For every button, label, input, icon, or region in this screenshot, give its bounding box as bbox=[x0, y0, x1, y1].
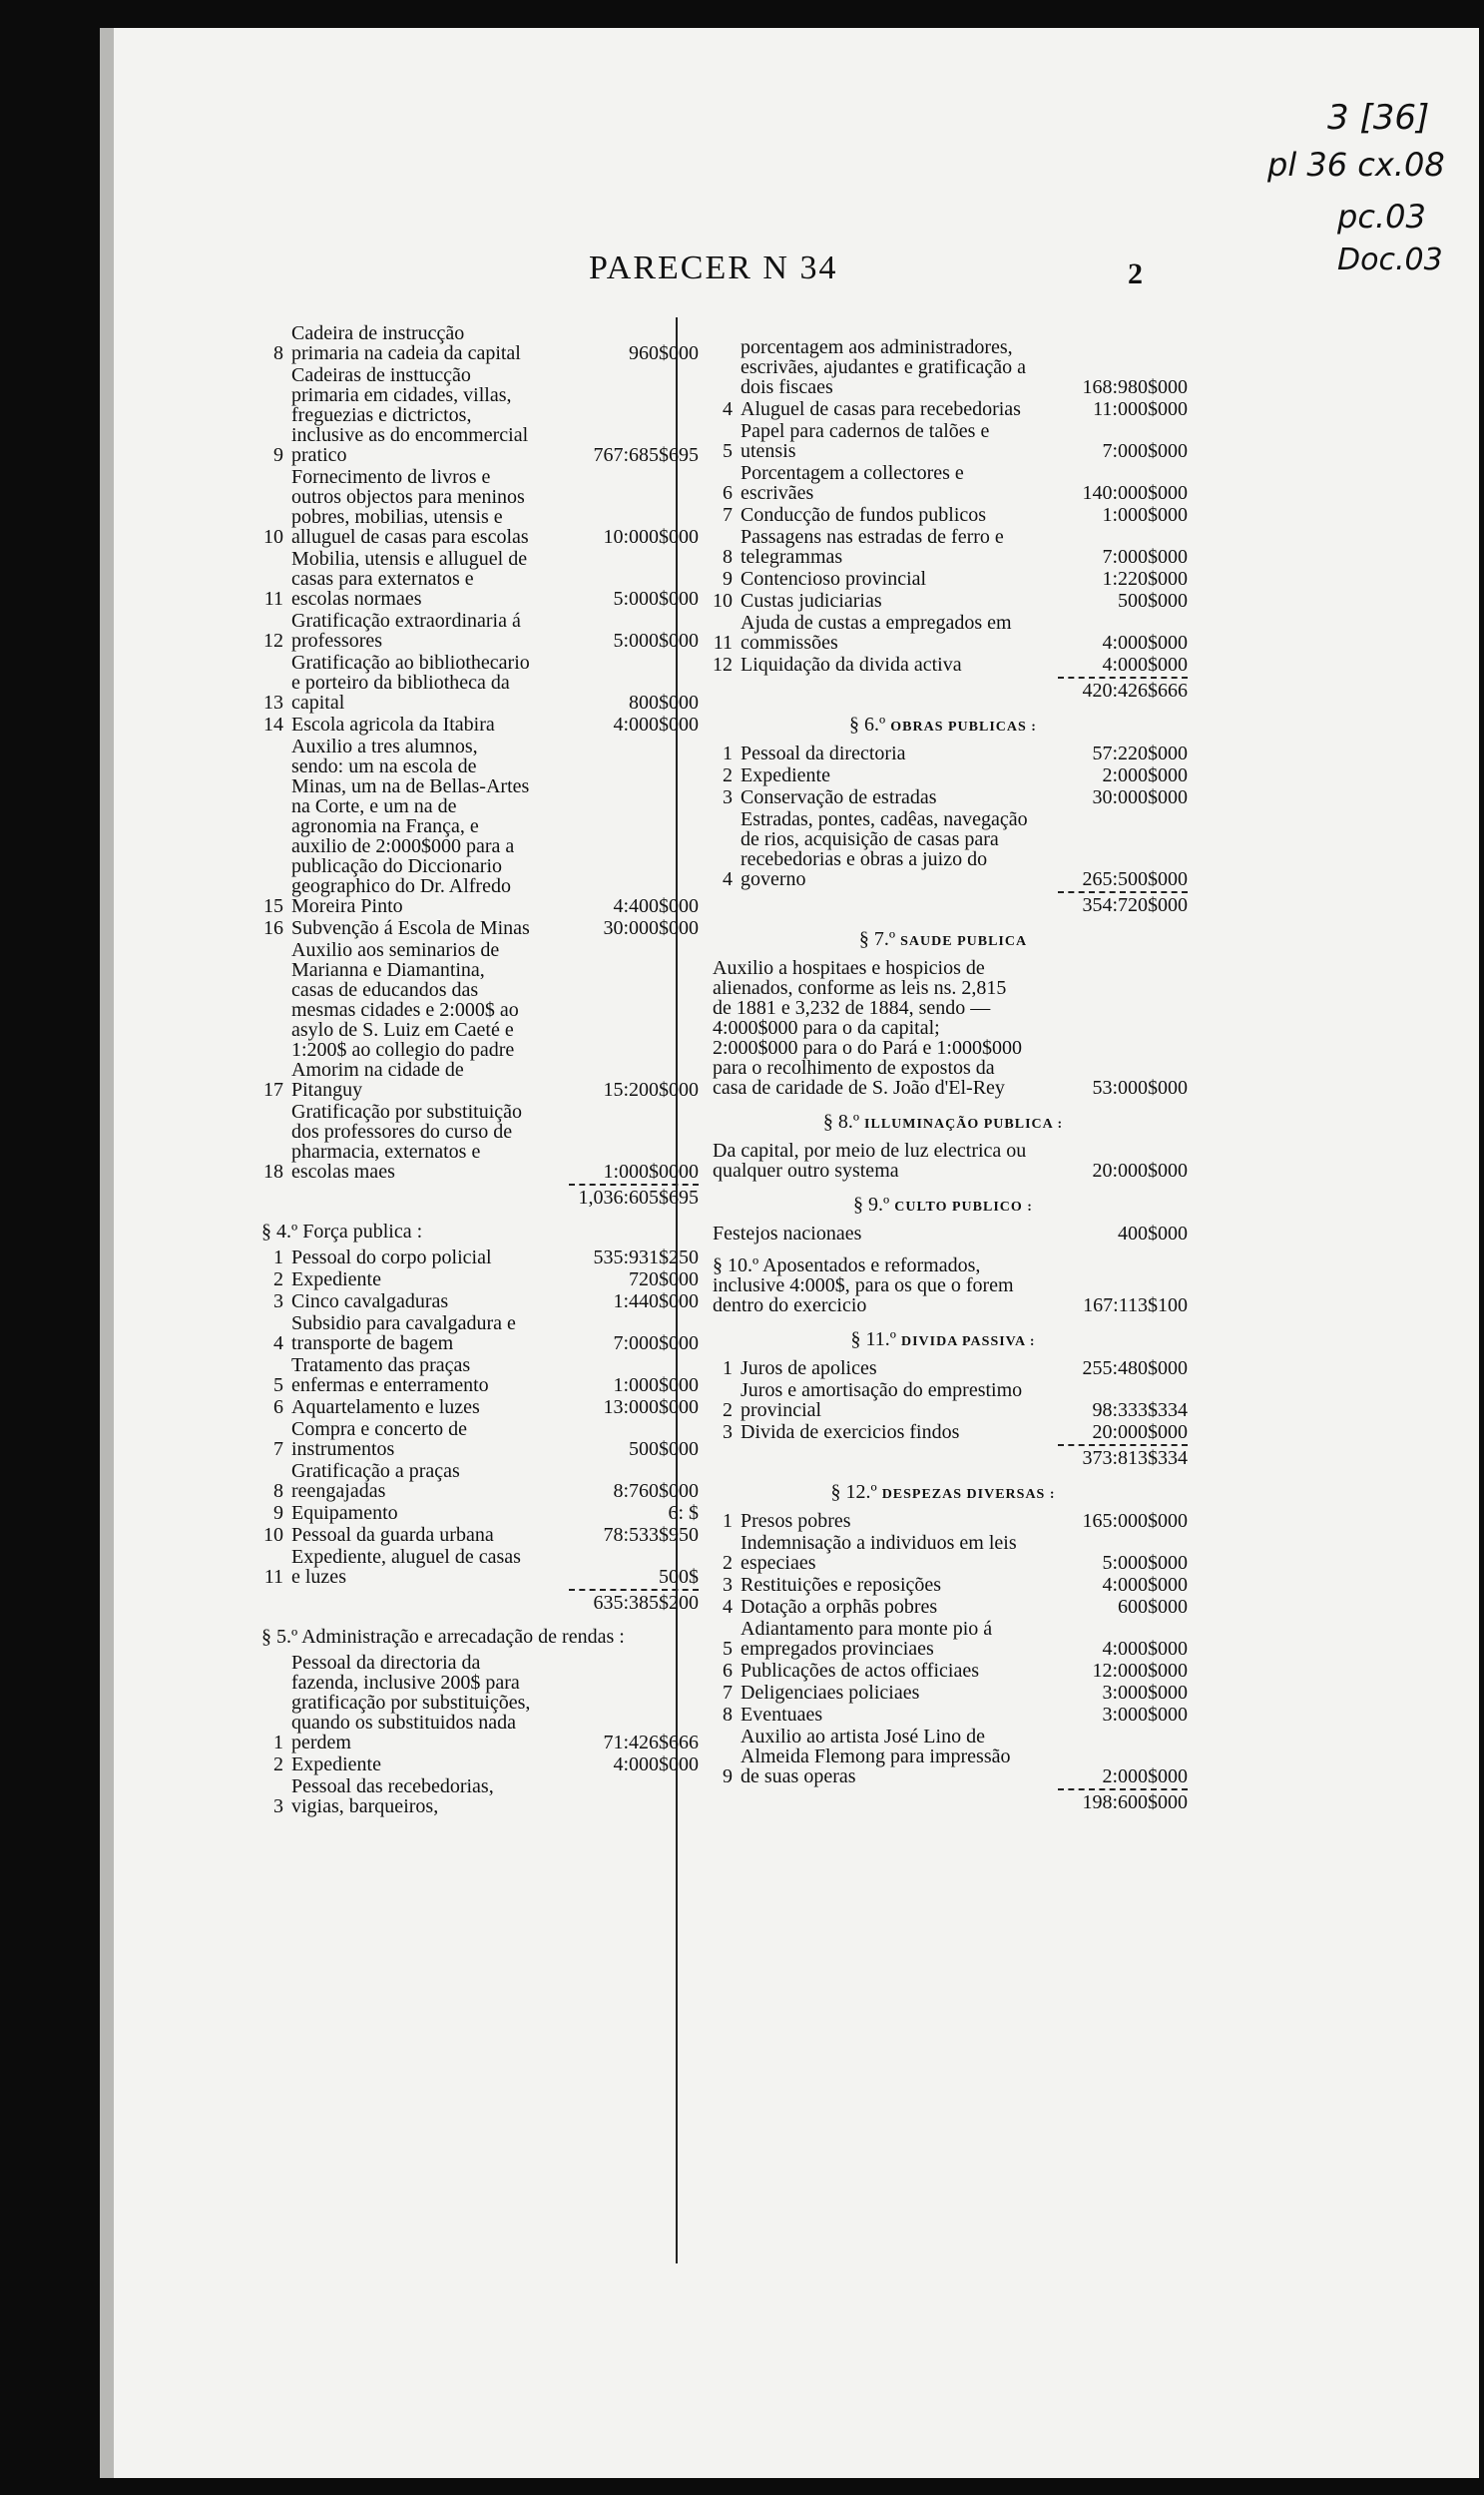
item-value: 3:000$000 bbox=[1102, 1704, 1188, 1726]
item-number: 2 bbox=[723, 764, 733, 786]
list-item bbox=[699, 1597, 1188, 1617]
list-item bbox=[699, 505, 1188, 525]
item-text: porcentagem aos administradores, escrivães, ajudantes e gratificação a dois fiscaes bbox=[741, 336, 1026, 398]
list-item bbox=[699, 1619, 1188, 1659]
list-item bbox=[249, 1754, 699, 1774]
section-12-total: 198:600$000 bbox=[699, 1788, 1188, 1812]
list-item bbox=[699, 1727, 1188, 1786]
item-text: Publicações de actos officiaes bbox=[741, 1660, 979, 1682]
handwritten-note-3: pc.03 bbox=[1337, 198, 1426, 236]
item-value: 20:000$000 bbox=[1092, 1421, 1188, 1443]
list-item bbox=[249, 611, 699, 651]
item-value: 255:480$000 bbox=[1082, 1357, 1188, 1379]
item-value: 4:400$000 bbox=[613, 895, 699, 917]
item-value: 265:500$000 bbox=[1082, 868, 1188, 890]
item-number: 11 bbox=[713, 632, 733, 654]
item-number: 2 bbox=[723, 1399, 733, 1421]
item-number: 4 bbox=[273, 1332, 283, 1354]
item-value: 4:000$000 bbox=[613, 1753, 699, 1775]
item-value: 500$ bbox=[659, 1566, 699, 1588]
list-item bbox=[249, 1653, 699, 1752]
item-number: 6 bbox=[273, 1396, 283, 1418]
list-item bbox=[699, 1358, 1188, 1378]
left-total-1: 1,036:605$695 bbox=[249, 1184, 699, 1208]
item-text: Gratificação por substituição dos professores do curso de pharmacia, externatos e escolas maes bbox=[291, 1101, 523, 1183]
item-text: Juros de apolices bbox=[741, 1357, 877, 1379]
item-number: 1 bbox=[723, 1510, 733, 1532]
item-value: 4:000$000 bbox=[1102, 1574, 1188, 1596]
item-number: 4 bbox=[723, 868, 733, 890]
item-text: Conservação de estradas bbox=[741, 786, 937, 808]
item-value: 1:000$0000 bbox=[603, 1161, 699, 1183]
item-number: 7 bbox=[723, 1682, 733, 1704]
section-4-list bbox=[249, 1248, 699, 1587]
item-value: 4:000$000 bbox=[1102, 1638, 1188, 1660]
item-value: 12:000$000 bbox=[1092, 1660, 1188, 1682]
list-item bbox=[249, 918, 699, 938]
item-text: Aluguel de casas para recebedorias bbox=[741, 398, 1021, 420]
list-item bbox=[699, 1533, 1188, 1573]
item-value: 167:113$100 bbox=[1083, 1294, 1188, 1316]
item-text: Equipamento bbox=[291, 1502, 398, 1524]
item-value: 2:000$000 bbox=[1102, 764, 1188, 786]
item-text: Mobilia, utensis e alluguel de casas para externatos e escolas normaes bbox=[291, 548, 528, 610]
item-value: 30:000$000 bbox=[1092, 786, 1188, 808]
item-text: Pessoal do corpo policial bbox=[291, 1247, 492, 1268]
list-item bbox=[699, 958, 1188, 1098]
item-value: 535:931$250 bbox=[593, 1247, 699, 1268]
list-item bbox=[249, 653, 699, 713]
handwritten-note-4: Doc.03 bbox=[1337, 243, 1443, 277]
item-number: 10 bbox=[263, 1524, 283, 1546]
list-item bbox=[249, 940, 699, 1100]
item-value: 20:000$000 bbox=[1092, 1160, 1188, 1182]
item-text: Gratificação a praças reengajadas bbox=[291, 1460, 460, 1502]
section-4-total: 635:385$200 bbox=[249, 1589, 699, 1613]
item-text: Presos pobres bbox=[741, 1510, 851, 1532]
item-number: 7 bbox=[723, 504, 733, 526]
list-item bbox=[249, 1269, 699, 1289]
list-item bbox=[699, 655, 1188, 675]
item-text: Pessoal da directoria da fazenda, inclusive 200$ para gratificação por substituições, quando os substituidos nada perdem bbox=[291, 1652, 531, 1753]
item-text: Tratamento das praças enfermas e enterramento bbox=[291, 1354, 489, 1396]
item-value: 600$000 bbox=[1118, 1596, 1188, 1618]
list-item bbox=[699, 337, 1188, 397]
item-number: 8 bbox=[273, 1480, 283, 1502]
list-item bbox=[699, 527, 1188, 567]
item-text: Liquidação da divida activa bbox=[741, 654, 962, 676]
list-item bbox=[699, 569, 1188, 589]
list-item bbox=[699, 787, 1188, 807]
list-item bbox=[699, 613, 1188, 653]
item-text: Eventuaes bbox=[741, 1704, 823, 1726]
item-text: Pessoal das recebedorias, vigias, barqueiros, bbox=[291, 1775, 494, 1817]
left-column bbox=[249, 323, 699, 1818]
section-5-title: § 5.º Administração e arrecadação de rendas : bbox=[261, 1626, 625, 1648]
item-number: 17 bbox=[263, 1079, 283, 1101]
item-value: 1:000$000 bbox=[1102, 504, 1188, 526]
item-value: 5:000$000 bbox=[613, 588, 699, 610]
section-5-total: 420:426$666 bbox=[699, 677, 1188, 701]
item-text: Gratificação extraordinaria á professores bbox=[291, 610, 521, 652]
item-value: 78:533$950 bbox=[603, 1524, 699, 1546]
item-number: 12 bbox=[713, 654, 733, 676]
item-text: Indemnisação a individuos em leis especiaes bbox=[741, 1532, 1017, 1574]
document-page bbox=[100, 28, 1479, 2478]
item-number: 8 bbox=[723, 546, 733, 568]
item-text: Deligenciaes policiaes bbox=[741, 1682, 920, 1704]
item-text: Aquartelamento e luzes bbox=[291, 1396, 480, 1418]
section-6-list bbox=[699, 744, 1188, 889]
item-number: 14 bbox=[263, 714, 283, 736]
item-text: Escola agricola da Itabira bbox=[291, 714, 495, 736]
list-item bbox=[249, 1102, 699, 1182]
section-5-continued-list bbox=[699, 399, 1188, 675]
section-11-list bbox=[699, 1358, 1188, 1442]
item-value: 1:000$000 bbox=[613, 1374, 699, 1396]
item-value: 720$000 bbox=[629, 1268, 699, 1290]
item-value: 30:000$000 bbox=[603, 917, 699, 939]
item-number: 16 bbox=[263, 917, 283, 939]
item-number: 1 bbox=[273, 1732, 283, 1753]
page-number: 2 bbox=[1128, 257, 1143, 290]
item-number: 6 bbox=[723, 1660, 733, 1682]
item-value: 11:000$000 bbox=[1093, 398, 1188, 420]
item-number: 6 bbox=[723, 482, 733, 504]
item-value: 4:000$000 bbox=[1102, 632, 1188, 654]
list-item bbox=[699, 421, 1188, 461]
item-text: Porcentagem a collectores e escrivães bbox=[741, 462, 964, 504]
item-text: Festejos nacionaes bbox=[713, 1223, 862, 1245]
item-value: 500$000 bbox=[1118, 590, 1188, 612]
item-text: Subvenção á Escola de Minas bbox=[291, 917, 530, 939]
item-text: Compra e concerto de instrumentos bbox=[291, 1418, 468, 1460]
section-11-total: 373:813$334 bbox=[699, 1444, 1188, 1468]
list-item bbox=[249, 737, 699, 916]
item-text: Da capital, por meio de luz electrica ou qualquer outro systema bbox=[713, 1140, 1027, 1182]
item-number: 3 bbox=[723, 1421, 733, 1443]
section-10 bbox=[699, 1255, 1188, 1315]
handwritten-note-2: pl 36 cx.08 bbox=[1267, 146, 1445, 184]
item-number: 3 bbox=[273, 1290, 283, 1312]
item-text: Expediente bbox=[291, 1268, 381, 1290]
list-item bbox=[249, 1525, 699, 1545]
list-item bbox=[699, 765, 1188, 785]
list-item bbox=[249, 1355, 699, 1395]
item-number: 11 bbox=[263, 588, 283, 610]
list-item bbox=[249, 549, 699, 609]
item-number: 9 bbox=[273, 444, 283, 466]
item-value: 13:000$000 bbox=[603, 1396, 699, 1418]
item-value: 5:000$000 bbox=[613, 630, 699, 652]
item-number: 9 bbox=[723, 568, 733, 590]
list-item bbox=[249, 467, 699, 547]
item-value: 6: $ bbox=[668, 1502, 699, 1524]
list-item bbox=[699, 1683, 1188, 1703]
item-text: Restituições e reposições bbox=[741, 1574, 942, 1596]
item-value: 5:000$000 bbox=[1102, 1552, 1188, 1574]
item-text: Auxilio ao artista José Lino de Almeida Flemong para impressão de suas operas bbox=[741, 1726, 1011, 1787]
item-number: 10 bbox=[713, 590, 733, 612]
item-text: Cadeira de instrucção primaria na cadeia da capital bbox=[291, 322, 521, 364]
list-item bbox=[699, 1380, 1188, 1420]
item-number: 5 bbox=[723, 1638, 733, 1660]
item-number: 1 bbox=[273, 1247, 283, 1268]
list-item bbox=[699, 1661, 1188, 1681]
item-number: 8 bbox=[723, 1704, 733, 1726]
item-text: Expediente bbox=[291, 1753, 381, 1775]
list-item bbox=[249, 715, 699, 735]
item-value: 500$000 bbox=[629, 1438, 699, 1460]
item-number: 3 bbox=[723, 1574, 733, 1596]
item-text: Divida de exercicios findos bbox=[741, 1421, 960, 1443]
item-number: 8 bbox=[273, 342, 283, 364]
item-value: 98:333$334 bbox=[1092, 1399, 1188, 1421]
item-value: 4:000$000 bbox=[613, 714, 699, 736]
item-number: 2 bbox=[723, 1552, 733, 1574]
item-number: 1 bbox=[723, 1357, 733, 1379]
list-item bbox=[249, 323, 699, 363]
item-value: 960$000 bbox=[629, 342, 699, 364]
item-value: 400$000 bbox=[1118, 1223, 1188, 1245]
list-item bbox=[699, 809, 1188, 889]
item-text: Estradas, pontes, cadêas, navegação de rios, acquisição de casas para recebedorias e obras a juizo do governo bbox=[741, 808, 1028, 890]
item-text: Pessoal da guarda urbana bbox=[291, 1524, 494, 1546]
item-text: Auxilio a hospitaes e hospicios de alienados, conforme as leis ns. 2,815 de 1881 e 3,232 de 1884, sendo — 4:000$000 para o da capital; 2:000$000 para o do Pará e 1:000$000 para o recolhimento de expostos da casa de caridade de S. João d'El-Rey bbox=[713, 957, 1022, 1099]
item-value: 3:000$000 bbox=[1102, 1682, 1188, 1704]
handwritten-note-1: 3 [36] bbox=[1327, 98, 1430, 138]
item-text: Pessoal da directoria bbox=[741, 743, 906, 764]
item-text: § 10.º Aposentados e reformados, inclusive 4:000$, para os que o forem dentro do exercicio bbox=[713, 1254, 1014, 1316]
list-item bbox=[699, 1705, 1188, 1725]
item-number: 4 bbox=[723, 398, 733, 420]
section-8-title: § 8.º ILLUMINAÇÃO PUBLICA : bbox=[822, 1111, 1064, 1133]
item-value: 7:000$000 bbox=[1102, 546, 1188, 568]
list-item bbox=[699, 591, 1188, 611]
left-item-list bbox=[249, 323, 699, 1182]
item-number: 13 bbox=[263, 692, 283, 714]
list-item bbox=[699, 1511, 1188, 1531]
list-item bbox=[249, 1313, 699, 1353]
item-text: Cadeiras de insttucção primaria em cidades, villas, freguezias e dictrictos, inclusive as do encommercial pratico bbox=[291, 364, 529, 466]
list-item bbox=[699, 1141, 1188, 1181]
item-number: 3 bbox=[273, 1795, 283, 1817]
item-value: 53:000$000 bbox=[1092, 1077, 1188, 1099]
item-text: Expediente bbox=[741, 764, 830, 786]
item-text: Adiantamento para monte pio á empregados provinciaes bbox=[741, 1618, 993, 1660]
item-value: 2:000$000 bbox=[1102, 1765, 1188, 1787]
item-value: 57:220$000 bbox=[1092, 743, 1188, 764]
list-item bbox=[699, 399, 1188, 419]
list-item bbox=[249, 1397, 699, 1417]
item-value: 8:760$000 bbox=[613, 1480, 699, 1502]
list-item bbox=[249, 1776, 699, 1816]
item-text: Subsidio para cavalgadura e transporte de bagem bbox=[291, 1312, 516, 1354]
item-value: 15:200$000 bbox=[603, 1079, 699, 1101]
item-text: Auxilio aos seminarios de Marianna e Diamantina, casas de educandos das mesmas cidades e 2:000$ ao asylo de S. Luiz em Caeté e 1:200$ ao collegio do padre Amorim na cidade de Pitanguy bbox=[291, 939, 519, 1101]
item-value: 1:220$000 bbox=[1102, 568, 1188, 590]
item-value: 140:000$000 bbox=[1082, 482, 1188, 504]
item-number: 12 bbox=[263, 630, 283, 652]
list-item bbox=[249, 1419, 699, 1459]
item-number: 9 bbox=[273, 1502, 283, 1524]
list-item bbox=[249, 1461, 699, 1501]
list-item bbox=[249, 365, 699, 465]
item-text: Papel para cadernos de talões e utensis bbox=[741, 420, 990, 462]
list-item bbox=[699, 744, 1188, 763]
item-value: 71:426$666 bbox=[603, 1732, 699, 1753]
list-item bbox=[249, 1291, 699, 1311]
section-7-title: § 7.º SAUDE PUBLICA bbox=[858, 928, 1028, 950]
item-number: 5 bbox=[723, 440, 733, 462]
item-number: 7 bbox=[273, 1438, 283, 1460]
section-6-total: 354:720$000 bbox=[699, 891, 1188, 915]
item-number: 18 bbox=[263, 1161, 283, 1183]
item-text: Passagens nas estradas de ferro e telegrammas bbox=[741, 526, 1004, 568]
item-text: Fornecimento de livros e outros objectos para meninos pobres, mobilias, utensis e alluguel de casas para escolas bbox=[291, 466, 529, 548]
section-11-title: § 11.º DIVIDA PASSIVA : bbox=[850, 1328, 1036, 1350]
item-value: 4:000$000 bbox=[1102, 654, 1188, 676]
item-value: 165:000$000 bbox=[1082, 1510, 1188, 1532]
item-text: Custas judiciarias bbox=[741, 590, 882, 612]
item-number: 9 bbox=[723, 1765, 733, 1787]
list-item bbox=[699, 463, 1188, 503]
list-item bbox=[699, 1224, 1188, 1244]
section-6-title: § 6.º OBRAS PUBLICAS : bbox=[849, 714, 1037, 736]
item-text: Gratificação ao bibliothecario e porteiro da bibliotheca da capital bbox=[291, 652, 530, 714]
list-item bbox=[249, 1503, 699, 1523]
item-number: 3 bbox=[723, 786, 733, 808]
section-12-title: § 12.º DESPEZAS DIVERSAS : bbox=[830, 1481, 1056, 1503]
item-number: 4 bbox=[723, 1596, 733, 1618]
item-text: Auxilio a tres alumnos, sendo: um na escola de Minas, um na de Bellas-Artes na Corte, e um na de agronomia na França, e auxilio de 2:000$000 para a publicação do Diccionario geographico do Dr. Alfredo Moreira Pinto bbox=[291, 736, 530, 917]
item-value: 7:000$000 bbox=[613, 1332, 699, 1354]
item-text: Ajuda de custas a empregados em commissões bbox=[741, 612, 1012, 654]
item-text: Contencioso provincial bbox=[741, 568, 927, 590]
item-value: 7:000$000 bbox=[1102, 440, 1188, 462]
section-5-list bbox=[249, 1653, 699, 1816]
item-value: 800$000 bbox=[629, 692, 699, 714]
item-number: 1 bbox=[723, 743, 733, 764]
list-item bbox=[249, 1248, 699, 1267]
item-text: Juros e amortisação do emprestimo provincial bbox=[741, 1379, 1023, 1421]
section-12-list bbox=[699, 1511, 1188, 1786]
item-value: 1:440$000 bbox=[613, 1290, 699, 1312]
item-number: 2 bbox=[273, 1753, 283, 1775]
item-number: 5 bbox=[273, 1374, 283, 1396]
item-number: 11 bbox=[263, 1566, 283, 1588]
item-text: Dotação a orphãs pobres bbox=[741, 1596, 938, 1618]
item-number: 2 bbox=[273, 1268, 283, 1290]
section-9-title: § 9.º CULTO PUBLICO : bbox=[853, 1194, 1033, 1216]
item-number: 10 bbox=[263, 526, 283, 548]
list-item bbox=[699, 1575, 1188, 1595]
section-4-title: § 4.º Força publica : bbox=[261, 1221, 423, 1243]
list-item bbox=[249, 1547, 699, 1587]
item-value: 767:685$695 bbox=[593, 444, 699, 466]
item-text: Cinco cavalgaduras bbox=[291, 1290, 449, 1312]
right-column bbox=[699, 337, 1188, 1816]
page-title: PARECER N 34 bbox=[589, 250, 838, 286]
list-item bbox=[699, 1422, 1188, 1442]
page-edge bbox=[100, 28, 114, 2478]
item-text: Expediente, aluguel de casas e luzes bbox=[291, 1546, 521, 1588]
item-value: 168:980$000 bbox=[1082, 376, 1188, 398]
item-text: Conducção de fundos publicos bbox=[741, 504, 987, 526]
item-value: 10:000$000 bbox=[603, 526, 699, 548]
item-number: 15 bbox=[263, 895, 283, 917]
